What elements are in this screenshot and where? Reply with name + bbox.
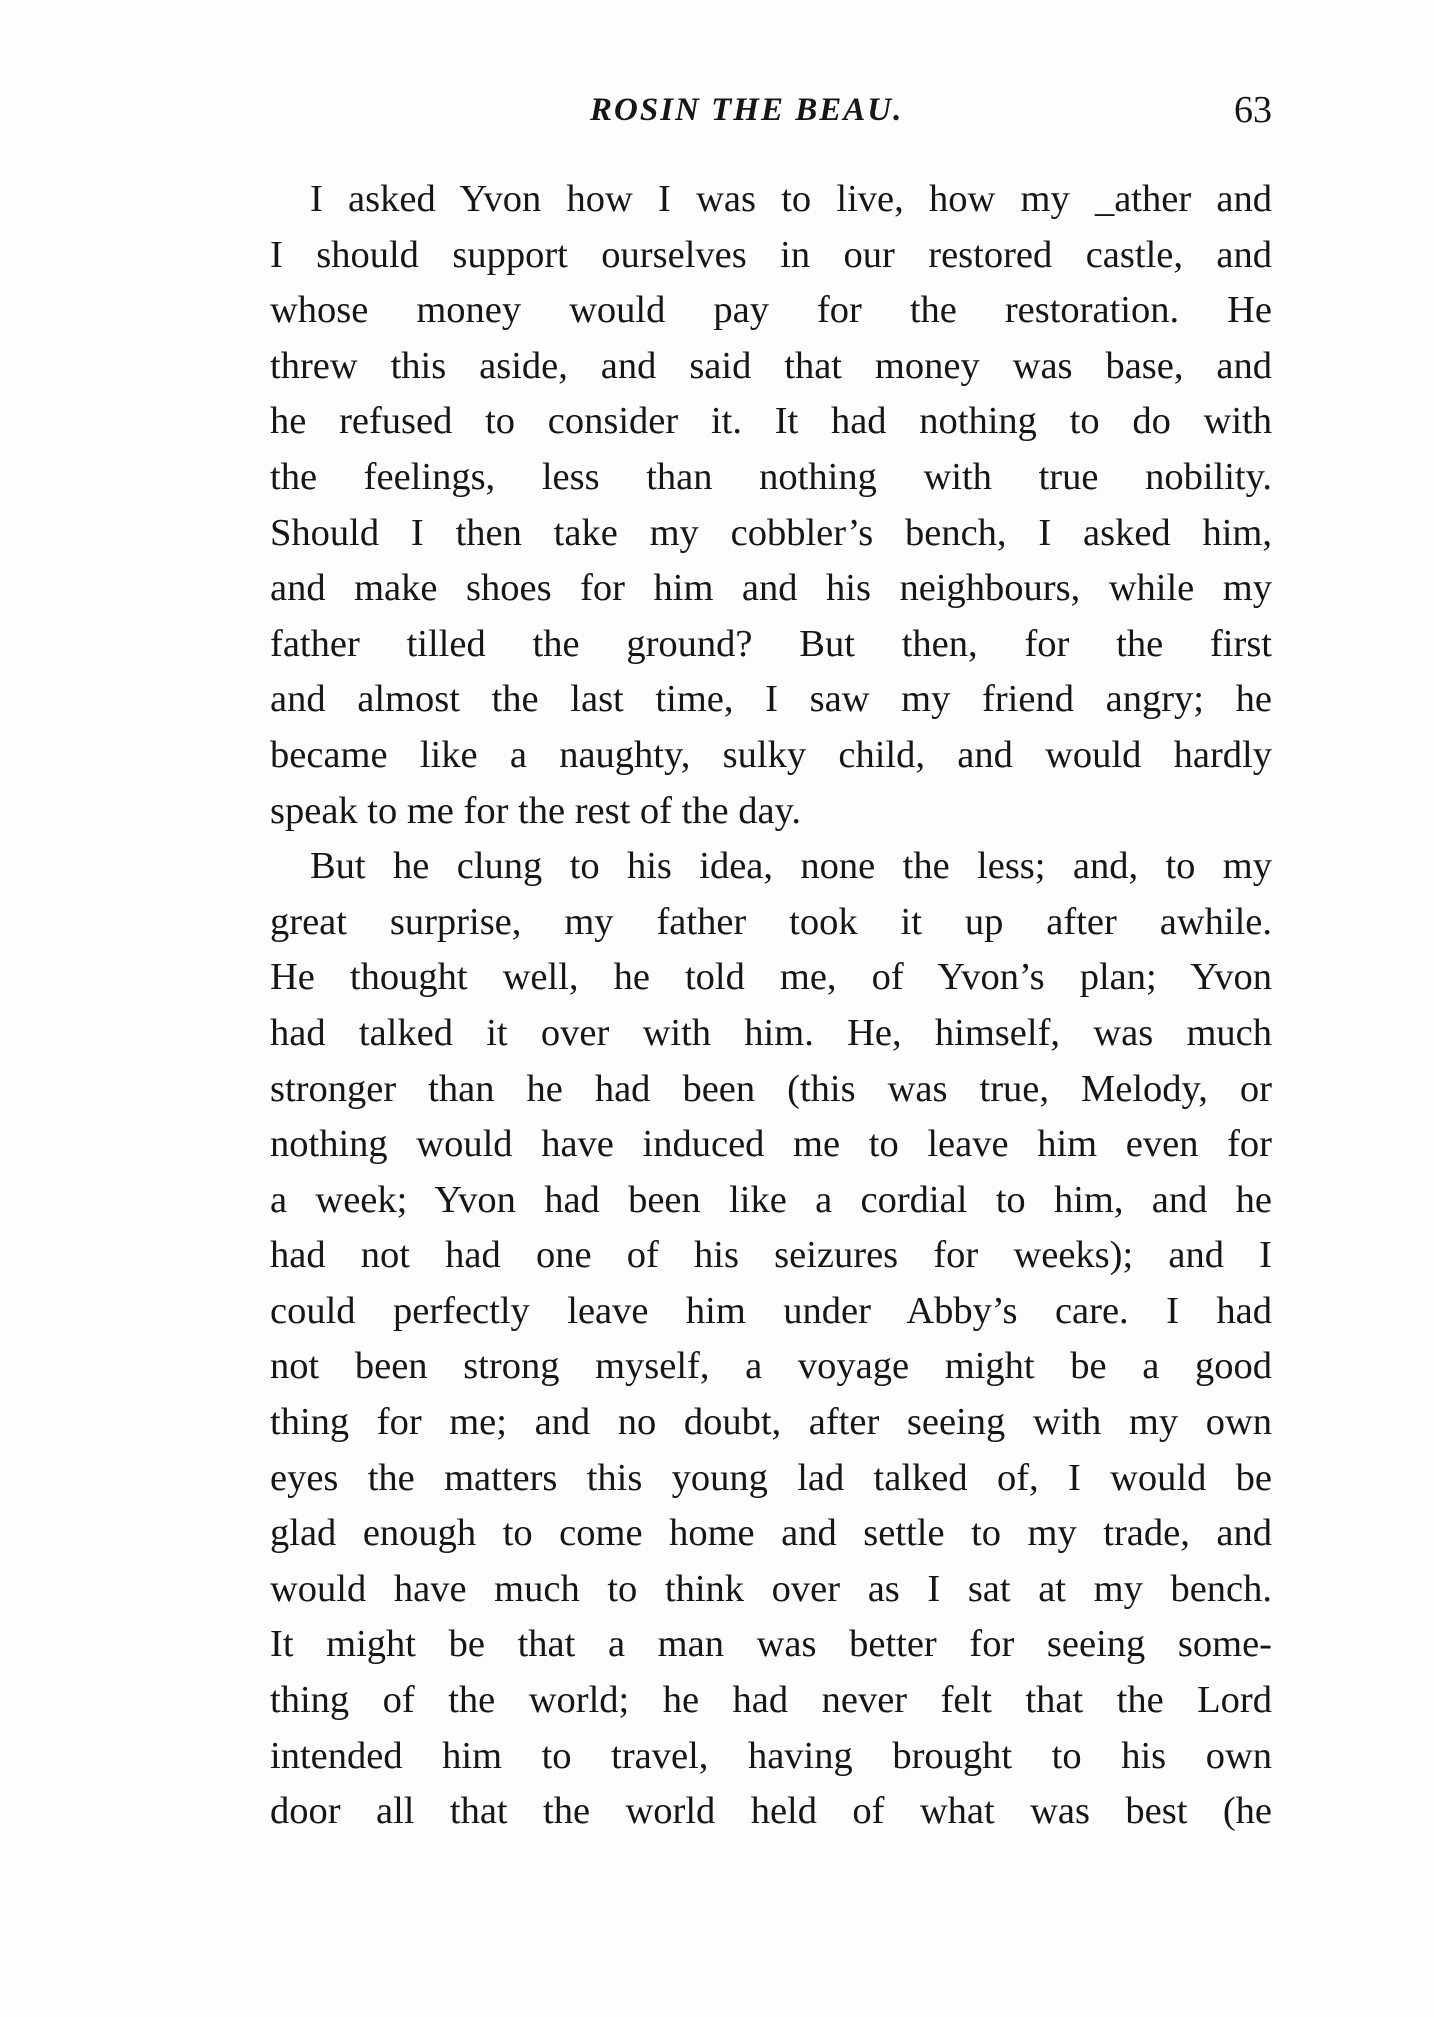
- text-line: had talked it over with him. He, himself, was much: [270, 1011, 1272, 1054]
- text-line: It might be that a man was better for seeing some-: [270, 1623, 1272, 1666]
- text-line: could perfectly leave him under Abby’s care. I had: [270, 1289, 1272, 1332]
- text-line: the feelings, less than nothing with true nobility.: [270, 455, 1272, 498]
- text-line: and make shoes for him and his neighbours, while my: [270, 567, 1272, 610]
- text-line: Should I then take my cobbler’s bench, I asked him,: [270, 511, 1272, 554]
- text-line: would have much to think over as I sat at my bench.: [270, 1567, 1272, 1610]
- text-line: and almost the last time, I saw my friend angry; he: [270, 678, 1272, 721]
- text-line: not been strong myself, a voyage might be a good: [270, 1345, 1272, 1388]
- text-line: stronger than he had been (this was true, Melody, or: [270, 1067, 1272, 1110]
- text-line: glad enough to come home and settle to my trade, and: [270, 1512, 1272, 1555]
- text-line: nothing would have induced me to leave him even for: [270, 1123, 1272, 1166]
- text-line: speak to me for the rest of the day.: [270, 789, 801, 832]
- text-line: intended him to travel, having brought to his own: [270, 1734, 1272, 1777]
- body-text: [270, 172, 1272, 1840]
- text-line: eyes the matters this young lad talked of, I would be: [270, 1456, 1272, 1499]
- text-line: threw this aside, and said that money was base, and: [270, 344, 1272, 387]
- text-line: a week; Yvon had been like a cordial to him, and he: [270, 1178, 1272, 1221]
- text-line: father tilled the ground? But then, for the first: [270, 622, 1272, 665]
- running-title: ROSIN THE BEAU.: [590, 92, 904, 128]
- text-line: became like a naughty, sulky child, and would hardly: [270, 733, 1272, 776]
- text-line: I asked Yvon how I was to live, how my _ather and: [310, 178, 1272, 220]
- page-number: 63: [1234, 89, 1272, 131]
- running-head: [270, 89, 1272, 132]
- paragraph-2: [270, 839, 1272, 1840]
- text-line: I should support ourselves in our restored castle, and: [270, 233, 1272, 276]
- text-line: great surprise, my father took it up after awhile.: [270, 900, 1272, 943]
- text-line: door all that the world held of what was best (he: [270, 1790, 1272, 1833]
- text-line: whose money would pay for the restoration. He: [270, 289, 1272, 332]
- text-line: thing for me; and no doubt, after seeing with my own: [270, 1401, 1272, 1444]
- text-line: thing of the world; he had never felt that the Lord: [270, 1679, 1272, 1722]
- text-line: he refused to consider it. It had nothing to do with: [270, 400, 1272, 443]
- text-line: He thought well, he told me, of Yvon’s plan; Yvon: [270, 956, 1272, 999]
- text-line: But he clung to his idea, none the less; and, to my: [310, 845, 1272, 888]
- paragraph-1: [270, 172, 1272, 839]
- text-line: had not had one of his seizures for weeks); and I: [270, 1234, 1272, 1277]
